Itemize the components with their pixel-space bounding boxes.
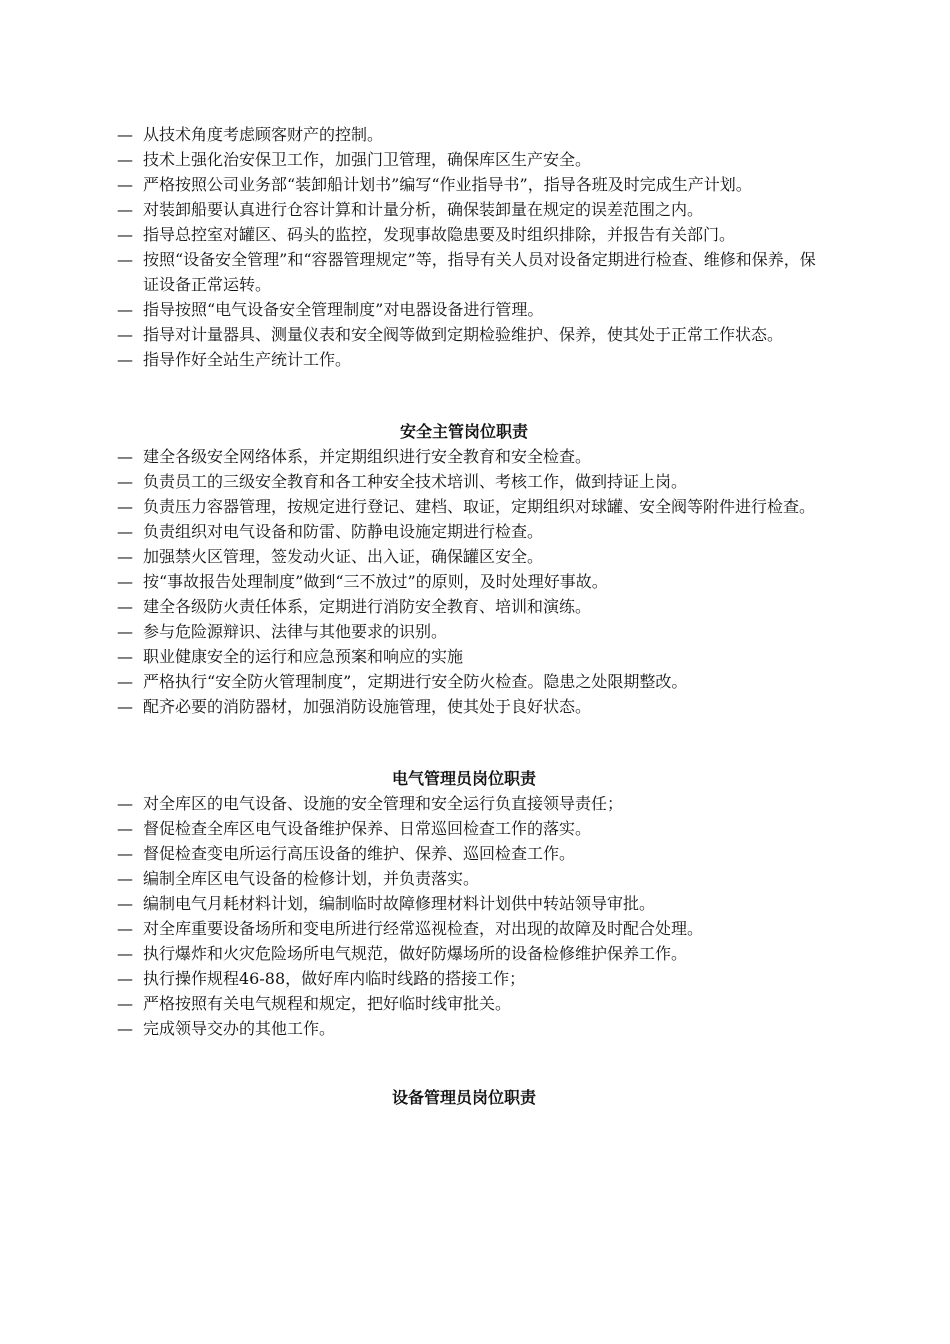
list-dash: —: [117, 447, 131, 466]
list-dash: —: [117, 150, 131, 169]
duty-text: 职业健康安全的运行和应急预案和响应的实施: [143, 647, 464, 666]
duty-text: 编制电气月耗材料计划，编制临时故障修理材料计划供中转站领导审批。: [143, 894, 656, 913]
duty-text: 从技术角度考虑顾客财产的控制。: [143, 125, 384, 144]
equipment-manager-title: 设备管理员岗位职责: [391, 1088, 536, 1107]
duty-list-item: [117, 594, 817, 619]
list-dash: —: [117, 969, 131, 988]
duty-text: 对全库区的电气设备、设施的安全管理和安全运行负直接领导责任；: [143, 794, 624, 813]
list-dash: —: [117, 472, 131, 491]
duty-text: 严格执行“安全防火管理制度”，定期进行安全防火检查。隐患之处限期整改。: [143, 672, 688, 691]
duty-text: 执行爆炸和火灾危险场所电气规范，做好防爆场所的设备检修维护保养工作。: [143, 944, 688, 963]
duty-list-item: [117, 444, 817, 469]
duty-list-item: [117, 469, 817, 494]
duty-text: 负责组织对电气设备和防雷、防静电设施定期进行检查。: [143, 522, 544, 541]
duty-list-item: [117, 891, 817, 916]
duty-text: 严格按照公司业务部“装卸船计划书”编写“作业指导书”，指导各班及时完成生产计划。: [143, 175, 752, 194]
duty-list-item: [117, 197, 817, 222]
duty-list-item: [117, 247, 817, 297]
duty-text: 指导按照“电气设备安全管理制度”对电器设备进行管理。: [143, 300, 544, 319]
list-dash: —: [117, 325, 131, 344]
electrical-duty-list: [117, 791, 817, 1041]
duty-text: 完成领导交办的其他工作。: [143, 1019, 336, 1038]
list-dash: —: [117, 869, 131, 888]
electrical-manager-title: 电气管理员岗位职责: [391, 769, 536, 788]
list-dash: —: [117, 794, 131, 813]
list-dash: —: [117, 350, 131, 369]
list-dash: —: [117, 1019, 131, 1038]
duty-text: 编制全库区电气设备的检修计划，并负责落实。: [143, 869, 480, 888]
list-dash: —: [117, 300, 131, 319]
list-dash: —: [117, 200, 131, 219]
list-dash: —: [117, 522, 131, 541]
duty-text: 对全库重要设备场所和变电所进行经常巡视检查，对出现的故障及时配合处理。: [143, 919, 704, 938]
duty-text: 配齐必要的消防器材，加强消防设施管理，使其处于良好状态。: [143, 697, 592, 716]
duty-text: 建全各级安全网络体系，并定期组织进行安全教育和安全检查。: [143, 447, 592, 466]
list-dash: —: [117, 497, 131, 516]
duty-text: 按照“设备安全管理”和“容器管理规定”等，指导有关人员对设备定期进行检查、维修和保养，保证设备正常运转。: [143, 250, 816, 294]
duty-list-item: [117, 519, 817, 544]
duty-text: 加强禁火区管理，签发动火证、出入证，确保罐区安全。: [143, 547, 544, 566]
safety-supervisor-section: [117, 419, 817, 719]
list-dash: —: [117, 547, 131, 566]
duty-text: 负责员工的三级安全教育和各工种安全技术培训、考核工作，做到持证上岗。: [143, 472, 688, 491]
list-dash: —: [117, 697, 131, 716]
duty-list-item: [117, 222, 817, 247]
duty-list-item: [117, 816, 817, 841]
safety-supervisor-title: 安全主管岗位职责: [399, 422, 528, 441]
list-dash: —: [117, 894, 131, 913]
duty-list-item: [117, 322, 817, 347]
duty-text: 按“事故报告处理制度”做到“三不放过”的原则，及时处理好事故。: [143, 572, 608, 591]
duty-list-item: [117, 122, 817, 147]
duty-list-item: [117, 494, 817, 519]
duty-list-item: [117, 644, 817, 669]
duty-list-item: [117, 991, 817, 1016]
duty-list-item: [117, 619, 817, 644]
intro-duty-list: [117, 122, 817, 372]
duty-text: 执行操作规程46-88，做好库内临时线路的搭接工作；: [143, 969, 526, 988]
duty-list-item: [117, 1016, 817, 1041]
list-dash: —: [117, 175, 131, 194]
duty-list-item: [117, 569, 817, 594]
duty-text: 对装卸船要认真进行仓容计算和计量分析，确保装卸量在规定的误差范围之内。: [143, 200, 704, 219]
duty-list-item: [117, 916, 817, 941]
list-dash: —: [117, 250, 131, 269]
list-dash: —: [117, 125, 131, 144]
list-dash: —: [117, 919, 131, 938]
duty-list-item: [117, 172, 817, 197]
duty-text: 参与危险源辩识、法律与其他要求的识别。: [143, 622, 448, 641]
duty-text: 建全各级防火责任体系，定期进行消防安全教育、培训和演练。: [143, 597, 592, 616]
list-dash: —: [117, 944, 131, 963]
safety-duty-list: [117, 444, 817, 719]
duty-text: 督促检查全库区电气设备维护保养、日常巡回检查工作的落实。: [143, 819, 592, 838]
list-dash: —: [117, 647, 131, 666]
list-dash: —: [117, 622, 131, 641]
equipment-manager-section: [117, 1085, 817, 1110]
duty-text: 指导对计量器具、测量仪表和安全阀等做到定期检验维护、保养，使其处于正常工作状态。: [143, 325, 784, 344]
duty-text: 严格按照有关电气规程和规定，把好临时线审批关。: [143, 994, 512, 1013]
duty-list-item: [117, 841, 817, 866]
list-dash: —: [117, 844, 131, 863]
list-dash: —: [117, 597, 131, 616]
list-dash: —: [117, 672, 131, 691]
list-dash: —: [117, 225, 131, 244]
duty-text: 负责压力容器管理，按规定进行登记、建档、取证，定期组织对球罐、安全阀等附件进行检查。: [143, 497, 816, 516]
duty-text: 指导作好全站生产统计工作。: [143, 350, 352, 369]
duty-list-item: [117, 791, 817, 816]
list-dash: —: [117, 994, 131, 1013]
duty-text: 指导总控室对罐区、码头的监控，发现事故隐患要及时组织排除，并报告有关部门。: [143, 225, 736, 244]
duty-list-item: [117, 966, 817, 991]
duty-list-item: [117, 669, 817, 694]
document-page: [117, 122, 817, 1110]
duty-list-item: [117, 544, 817, 569]
list-dash: —: [117, 819, 131, 838]
list-dash: —: [117, 572, 131, 591]
duty-text: 技术上强化治安保卫工作，加强门卫管理，确保库区生产安全。: [143, 150, 592, 169]
duty-text: 督促检查变电所运行高压设备的维护、保养、巡回检查工作。: [143, 844, 576, 863]
duty-list-item: [117, 866, 817, 891]
duty-list-item: [117, 347, 817, 372]
duty-list-item: [117, 941, 817, 966]
duty-list-item: [117, 297, 817, 322]
electrical-manager-section: [117, 766, 817, 1041]
duty-list-item: [117, 147, 817, 172]
duty-list-item: [117, 694, 817, 719]
